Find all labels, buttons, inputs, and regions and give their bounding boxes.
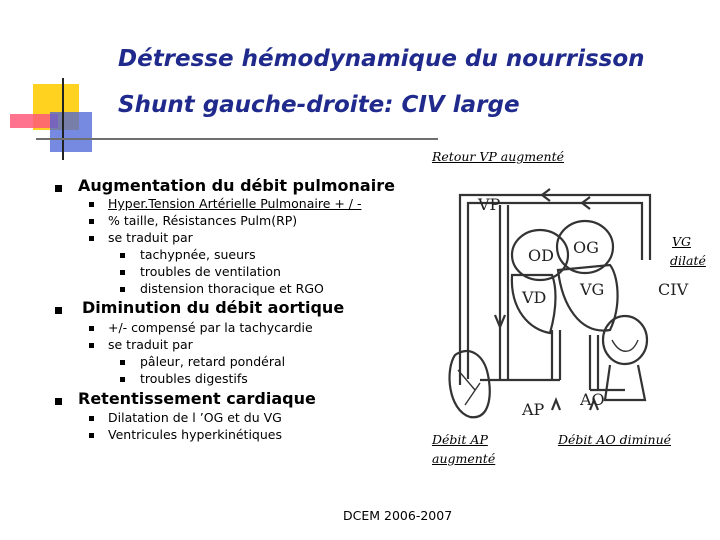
sub-list-item: tachypnée, sueurs	[140, 247, 256, 262]
list-item: Ventricules hyperkinétiques	[108, 427, 282, 442]
bullet-icon	[120, 360, 125, 365]
sub-list-item: pâleur, retard pondéral	[140, 354, 286, 369]
bullet-icon	[89, 236, 94, 241]
bullet-icon	[120, 287, 125, 292]
bullet-icon	[89, 433, 94, 438]
label-og: OG	[573, 238, 599, 257]
list-item: se traduit par	[108, 230, 193, 245]
caption-retour-vp: Retour VP augmenté	[432, 149, 564, 164]
slide-subtitle: Shunt gauche-droite: CIV large	[118, 92, 520, 118]
section-heading: Augmentation du débit pulmonaire	[78, 176, 395, 195]
caption-vg-line1: VG	[672, 234, 692, 249]
list-item: % taille, Résistances Pulm(RP)	[108, 213, 298, 228]
caption-debit-ao: Débit AO diminué	[558, 432, 672, 447]
bullet-icon	[89, 343, 94, 348]
caption-debit-ap-line2: augmenté	[432, 451, 496, 466]
sub-list-item: distension thoracique et RGO	[140, 281, 324, 296]
label-ao: AO	[580, 390, 605, 409]
label-civ: CIV	[658, 280, 689, 299]
label-od: OD	[528, 246, 554, 265]
bullet-icon	[89, 416, 94, 421]
label-ap: AP	[522, 400, 545, 419]
decor-vertical-line	[62, 78, 64, 160]
list-item: +/- compensé par la tachycardie	[108, 320, 313, 335]
bullet-icon	[89, 202, 94, 207]
decor-blue-square	[50, 112, 92, 152]
label-vd: VD	[522, 288, 547, 307]
footer-text: DCEM 2006-2007	[343, 508, 453, 523]
section-heading: Diminution du débit aortique	[82, 298, 345, 317]
decor-horizontal-line	[36, 138, 438, 140]
label-vp: VP	[478, 195, 501, 214]
bullet-icon	[120, 377, 125, 382]
slide-title: Détresse hémodynamique du nourrisson	[118, 46, 645, 72]
bullet-icon	[55, 185, 62, 192]
section-heading: Retentissement cardiaque	[78, 389, 316, 408]
list-item: se traduit par	[108, 337, 193, 352]
bullet-icon	[55, 398, 62, 405]
list-item: Hyper.Tension Artérielle Pulmonaire + / -	[108, 196, 362, 211]
bullet-icon	[120, 270, 125, 275]
label-vg: VG	[580, 280, 605, 299]
sub-list-item: troubles digestifs	[140, 371, 248, 386]
caption-vg-line2: dilaté	[670, 253, 706, 268]
bullet-icon	[89, 219, 94, 224]
sub-list-item: troubles de ventilation	[140, 264, 281, 279]
bullet-icon	[55, 307, 62, 314]
bullet-icon	[120, 253, 125, 258]
list-item: Dilatation de l ’OG et du VG	[108, 410, 282, 425]
bullet-icon	[89, 326, 94, 331]
caption-debit-ap-line1: Débit AP	[432, 432, 488, 447]
